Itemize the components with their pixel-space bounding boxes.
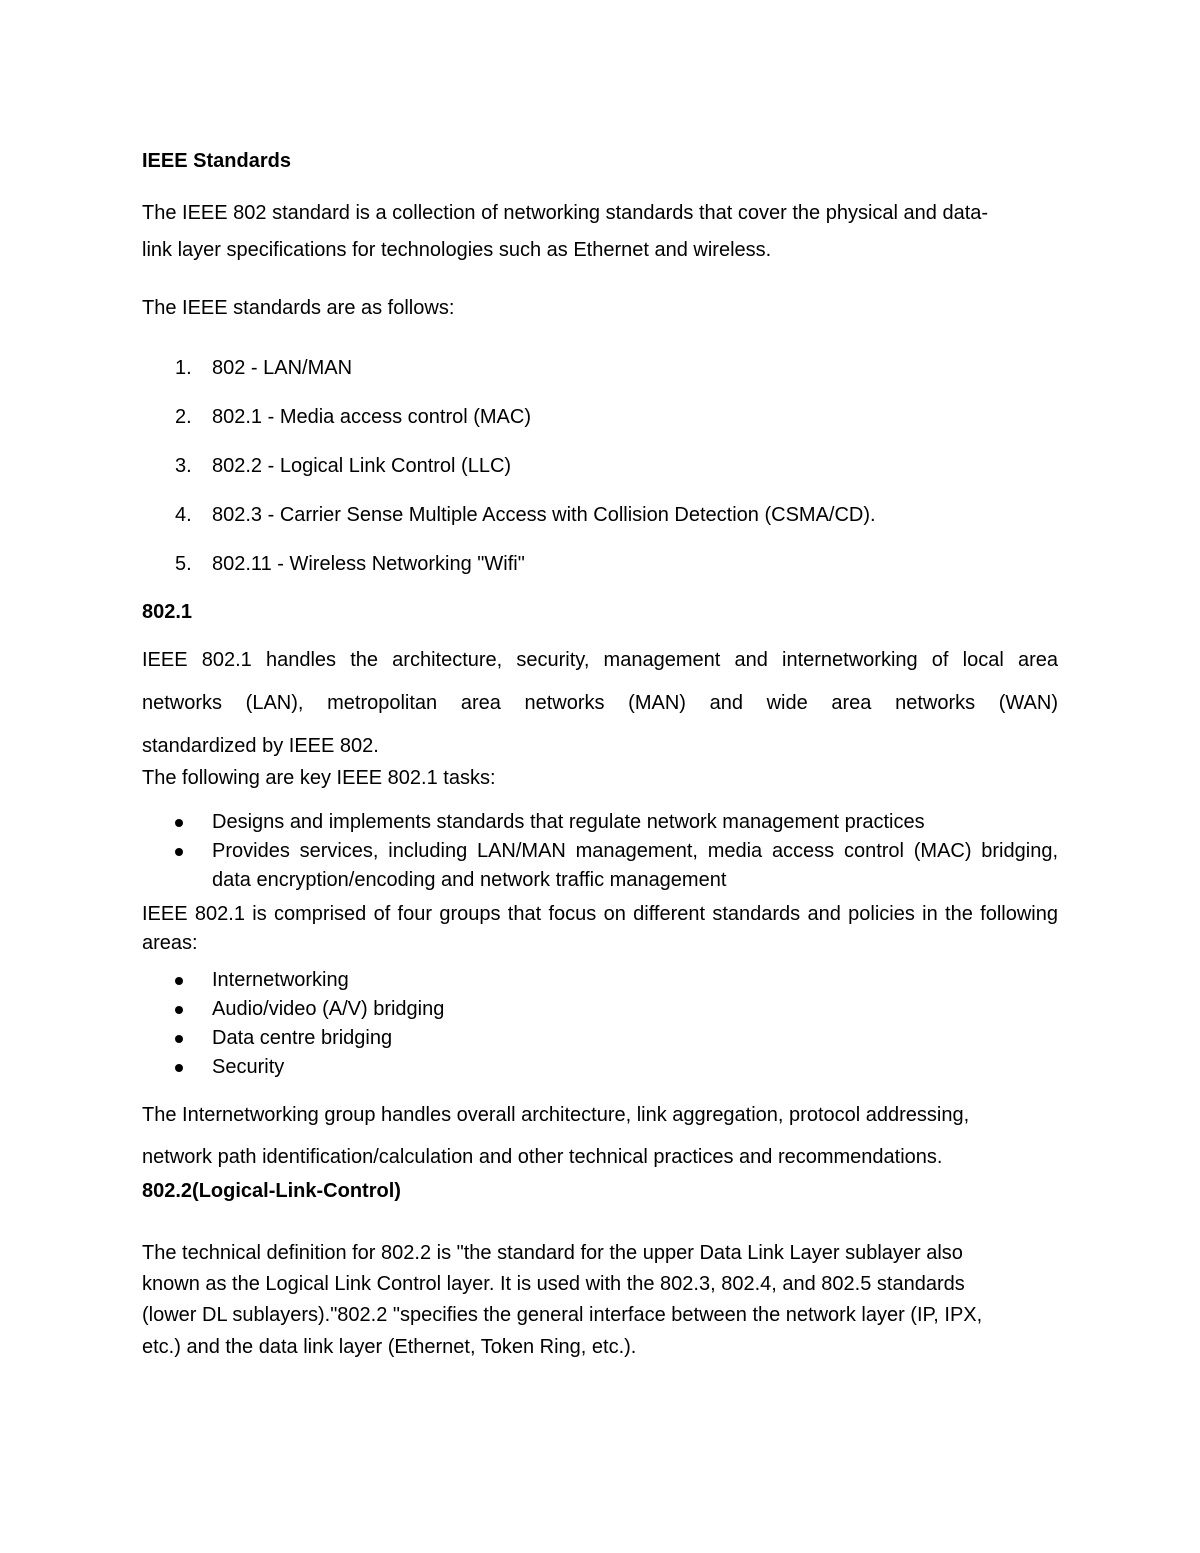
section-8022-line-1: The technical definition for 802.2 is "the standard for the upper Data Link Layer sublayer also [142, 1242, 963, 1264]
internetworking-line-2: network path identification/calculation and other technical practices and recommendations. [142, 1146, 943, 1168]
section-8021-para-line-1: IEEE 802.1 handles the architecture, security, management and internetworking of local area [142, 649, 1058, 671]
list-item-number: 3. [175, 455, 192, 477]
list-item [142, 1053, 1058, 1082]
list-item [142, 452, 1058, 480]
list-item-text: 802.11 - Wireless Networking "Wifi" [212, 553, 525, 575]
list-item-text: Designs and implements standards that regulate network management practices [212, 811, 925, 833]
list-item-text: Internetworking [212, 969, 349, 991]
document-title: IEEE Standards [142, 150, 291, 172]
list-item [142, 837, 1058, 895]
bullet-icon [175, 977, 183, 985]
section-8022-line-3: (lower DL sublayers)."802.2 "specifies the general interface between the network layer (IP, IPX, [142, 1304, 983, 1326]
list-item [142, 995, 1058, 1024]
list-item [142, 550, 1058, 578]
list-item-text: 802 - LAN/MAN [212, 357, 353, 379]
list-intro: The IEEE standards are as follows: [142, 297, 455, 319]
tasks-intro: The following are key IEEE 802.1 tasks: [142, 767, 496, 789]
list-item [142, 501, 1058, 529]
list-item [142, 1024, 1058, 1053]
bullet-icon [175, 1006, 183, 1014]
bullet-icon [175, 1064, 183, 1072]
groups-intro: IEEE 802.1 is comprised of four groups that focus on different standards and policies in the following areas: [142, 903, 1058, 954]
bullet-icon [175, 1035, 183, 1043]
section-8022-heading: 802.2(Logical-Link-Control) [142, 1180, 401, 1202]
section-8022-line-2: known as the Logical Link Control layer. It is used with the 802.3, 802.4, and 802.5 standards [142, 1273, 965, 1295]
list-item-number: 4. [175, 504, 192, 526]
list-item [142, 354, 1058, 382]
groups-list [142, 966, 1058, 1082]
intro-line-1: The IEEE 802 standard is a collection of networking standards that cover the physical and data- [142, 202, 989, 224]
list-item [142, 808, 1058, 837]
internetworking-line-1: The Internetworking group handles overall architecture, link aggregation, protocol addressing, [142, 1104, 970, 1126]
list-item-number: 1. [175, 357, 192, 379]
section-8021-para-line-2: networks (LAN), metropolitan area networks (MAN) and wide area networks (WAN) [142, 692, 1058, 714]
list-item-text: 802.2 - Logical Link Control (LLC) [212, 455, 512, 477]
list-item-text: Data centre bridging [212, 1027, 393, 1049]
list-item-text: Provides services, including LAN/MAN management, media access control (MAC) bridging, data encryption/encoding and network traffic management [212, 840, 1058, 891]
list-item-text: 802.3 - Carrier Sense Multiple Access with Collision Detection (CSMA/CD). [212, 504, 876, 526]
bullet-icon [175, 848, 183, 856]
list-item-number: 5. [175, 553, 192, 575]
tasks-list [142, 808, 1058, 895]
list-item-number: 2. [175, 406, 192, 428]
list-item-text: 802.1 - Media access control (MAC) [212, 406, 532, 428]
intro-line-2: link layer specifications for technologies such as Ethernet and wireless. [142, 239, 772, 261]
list-item-text: Security [212, 1056, 285, 1078]
bullet-icon [175, 819, 183, 827]
section-8022-line-4: etc.) and the data link layer (Ethernet, Token Ring, etc.). [142, 1336, 637, 1358]
list-item [142, 403, 1058, 431]
section-8021-para-line-3: standardized by IEEE 802. [142, 735, 379, 757]
list-item-text: Audio/video (A/V) bridging [212, 998, 445, 1020]
list-item [142, 966, 1058, 995]
section-8021-heading: 802.1 [142, 601, 193, 623]
